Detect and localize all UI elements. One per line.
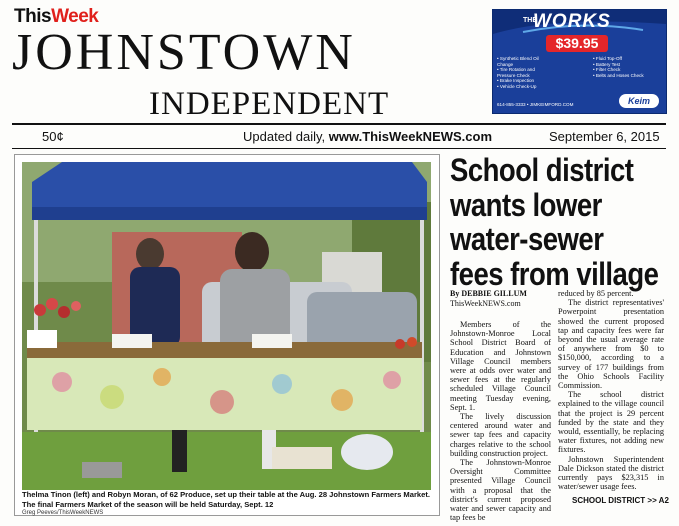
ad-dealer-logo — [619, 94, 659, 108]
issue-price: 50¢ — [42, 129, 64, 144]
ad-service-item: • Fluid Top-Off — [593, 56, 623, 61]
article-paragraph: The school district explained to the village council that the project is 29 percent funded by the state and they would, essentially, be replacing water fixtures, not adding new fixtures. — [558, 390, 664, 455]
farmers-market-photo — [22, 162, 431, 490]
ad-service-item: • Belts and Hoses Check — [593, 72, 644, 78]
divider-bottom — [12, 148, 666, 149]
ad-right-items — [593, 56, 667, 78]
photo-caption: Thelma Tinon (left) and Robyn Moran, of 62 Produce, set up their table at the Aug. 28 Johnstown Farmers Market. The final Farmers Market of the season will be held Saturday, Sept. 12 — [22, 490, 431, 509]
ad-banner[interactable] — [492, 9, 667, 114]
ad-service-item: • Battery Test — [593, 61, 621, 67]
article-headline[interactable] — [450, 152, 659, 292]
continued-link[interactable]: SCHOOL DISTRICT >> A2 — [572, 496, 669, 505]
article-paragraph: reduced by 85 percent. — [558, 289, 634, 298]
ad-service-item: • Tire Rotation and — [497, 67, 535, 73]
ad-price: $39.95 — [555, 35, 599, 51]
brand-week: Week — [51, 6, 99, 27]
ad-phone: 614-855-3333 • JIMKEIMFORD.COM — [497, 102, 574, 107]
ad-service-item: • Synthetic Blend Oil — [497, 56, 539, 61]
updated-prefix: Updated daily, — [243, 129, 329, 144]
ad-service-item: Change — [497, 61, 514, 67]
newspaper-subname: INDEPENDENT — [149, 86, 390, 122]
brand-this: This — [14, 6, 52, 27]
headline-line: fees from village — [450, 255, 659, 292]
photo-credit: Greg Peeves/ThisWeekNEWS — [22, 510, 104, 516]
article-paragraph: Members of the Johnstown-Monroe Local School District Board of Education and Johnstown Village Council members were at odds over water and sewer fees at the regularly scheduled Village Council meeting Tuesday evening, Sept. 1. — [450, 320, 551, 412]
website-link[interactable]: www.ThisWeekNEWS.com — [328, 129, 493, 144]
ad-the: THE — [523, 17, 537, 24]
ad-service-item: • Vehicle Check-Up — [497, 83, 537, 89]
divider-top — [12, 123, 666, 125]
updated-line — [243, 129, 492, 144]
ad-works-logo: WORKS — [533, 11, 611, 32]
article-column-2 — [558, 289, 664, 491]
headline-line: water-sewer — [450, 221, 604, 257]
ad-service-item: • Brake Inspection — [497, 78, 535, 84]
ad-left-items — [497, 56, 577, 90]
ad-price-badge — [546, 35, 608, 52]
headline-line: wants lower — [450, 186, 602, 223]
headline-line: School district — [450, 152, 634, 188]
newspaper-name: JOHNSTOWN — [12, 24, 356, 81]
issue-date: September 6, 2015 — [549, 129, 660, 144]
article-paragraph: The lively discussion centered around water and sewer tap fees and capacity charges relative to the school building construction project. — [450, 412, 551, 458]
ad-dealer-name: Keim — [627, 96, 650, 106]
article-column-1 — [450, 320, 551, 522]
article-paragraph: The Johnstown-Monroe Oversight Committee presented Village Council with a proposal that the district's current proposed water and sewer capacity and tap fees be — [450, 458, 551, 523]
ad-service-item: • Filter Check — [593, 67, 621, 73]
byline-site: ThisWeekNEWS.com — [450, 299, 521, 308]
article-paragraph: Johnstown Superintendent Dale Dickson stated the district currently pays $23,315 in water/sewer usage fees. — [558, 454, 664, 492]
ad-service-item: Pressure Check — [497, 72, 530, 78]
article-paragraph: The district representatives' Powerpoint presentation showed the current proposed tap and capacity fees were far beyond the usual average rate of anywhere from $0 to $150,000, according to a survey of 177 buildings from the Ohio Schools Facility Commission. — [558, 298, 664, 391]
byline: By DEBBIE GILLUM — [450, 289, 527, 298]
